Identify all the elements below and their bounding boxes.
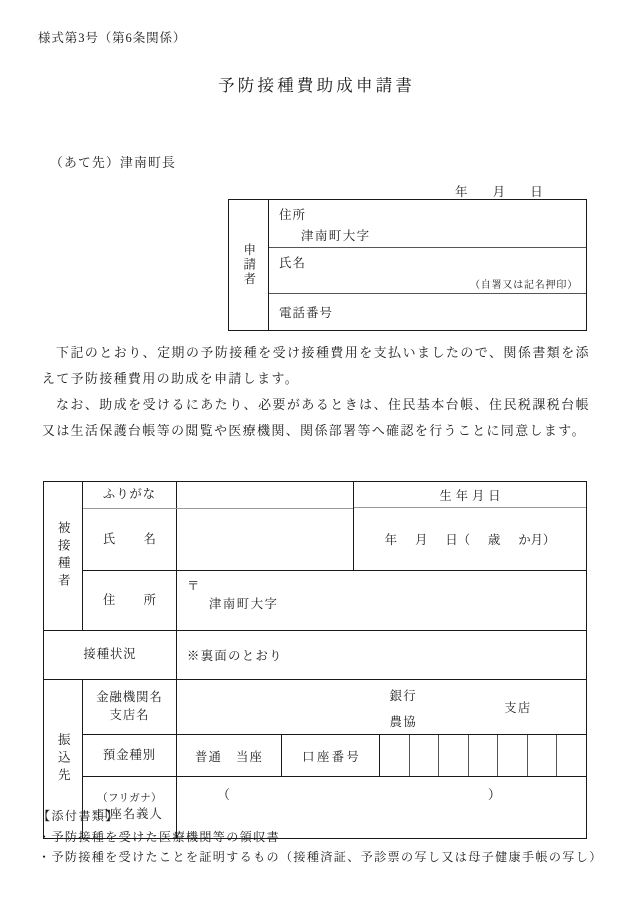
recipient-address-row: [83, 570, 586, 630]
account-digit-cell[interactable]: [410, 735, 440, 776]
dob-year-label: 年: [384, 532, 398, 547]
deposit-option-toza[interactable]: 当座: [236, 749, 263, 764]
recipient-rows: [83, 482, 586, 630]
recipient-name-label: 氏 名: [83, 509, 177, 570]
recipient-shimei-row: [83, 508, 353, 570]
dob-column: [353, 482, 586, 570]
status-row: [44, 631, 586, 679]
furigana-input[interactable]: [177, 482, 353, 508]
main-form-table: [43, 481, 587, 839]
applicant-address-row[interactable]: [269, 200, 586, 248]
account-holder-name-label: 口座名義人: [96, 807, 163, 822]
submission-date-line: [455, 182, 543, 200]
furigana-label: ふりがな: [83, 482, 177, 508]
date-month-label: 月: [492, 185, 506, 199]
account-digit-cell[interactable]: [439, 735, 469, 776]
attachments-section: [38, 806, 603, 868]
status-block: [44, 630, 586, 679]
dob-header: 生年月日: [354, 482, 586, 508]
recipient-name-row: [83, 482, 586, 570]
applicant-rows: [269, 200, 586, 330]
dob-month-label: 月: [415, 532, 428, 547]
deposit-row: [83, 734, 586, 776]
bank-name-row: [83, 680, 586, 734]
recipient-address-input[interactable]: [177, 571, 586, 630]
account-number-label: 口座番号: [282, 735, 380, 776]
applicant-tel-label: 電話番号: [279, 306, 334, 320]
furigana-row: [83, 482, 353, 508]
bank-name-label-line1: 金融機関名: [96, 690, 163, 705]
holder-paren-left: （: [217, 787, 231, 802]
bank-type-nokyo: 農協: [389, 715, 418, 729]
document-title: 予防接種費助成申請書: [218, 76, 416, 95]
deposit-type-options[interactable]: [177, 735, 282, 776]
applicant-address-prefill: 津南町大字: [301, 229, 371, 243]
applicant-vertical-label: 申請者: [229, 200, 269, 330]
recipient-address-prefill: 津南町大字: [209, 597, 279, 612]
account-digit-cell[interactable]: [469, 735, 499, 776]
postal-mark-icon: 〒: [187, 579, 201, 593]
status-label: 接種状況: [44, 631, 177, 679]
account-digit-cell[interactable]: [498, 735, 528, 776]
recipient-vertical-label: 被接種者: [44, 482, 83, 630]
applicant-name-label: 氏名: [279, 256, 307, 270]
recipient-name-left: [83, 482, 353, 570]
recipient-block: [44, 482, 586, 630]
dob-age-label: 歳: [488, 532, 501, 547]
body-paragraph-1: 下記のとおり、定期の予防接種を受け接種費用を支払いましたので、関係書類を添えて予防接種費用の助成を申請します。: [42, 346, 590, 386]
body-paragraph-2: なお、助成を受けるにあたり、必要があるときは、住民基本台帳、住民税課税台帳又は生活保護台帳等の閲覧や医療機関、関係部署等へ確認を行うことに同意します。: [42, 398, 590, 438]
applicant-tel-row[interactable]: [269, 294, 586, 330]
status-value: ※裏面のとおり: [187, 649, 283, 663]
recipient-name-input[interactable]: [177, 509, 353, 570]
attachment-item: ・予防接種を受けた医療機関等の領収書: [38, 829, 280, 844]
account-holder-furigana-label: （フリガナ）: [97, 792, 162, 804]
applicant-table: [228, 199, 587, 331]
recipient-address-label: 住 所: [83, 571, 177, 630]
addressee-line: （あて先）津南町長: [50, 156, 176, 170]
date-day-label: 日: [530, 185, 543, 199]
bank-name-label-line2: 支店名: [109, 708, 150, 722]
dob-day-label: 日（: [445, 532, 470, 547]
body-text: [42, 340, 590, 444]
account-digit-cell[interactable]: [528, 735, 558, 776]
form-number: 様式第3号（第6条関係）: [38, 31, 187, 45]
holder-paren-right: ）: [487, 787, 501, 802]
bank-name-label: [83, 680, 177, 734]
transfer-vertical-label: 振込先: [44, 680, 83, 838]
bank-name-input[interactable]: [177, 680, 586, 734]
applicant-name-row[interactable]: [269, 248, 586, 294]
account-digit-cell[interactable]: [557, 735, 586, 776]
account-number-cells[interactable]: [380, 735, 586, 776]
applicant-seal-note: （自署又は記名押印）: [470, 280, 578, 291]
dob-input-row[interactable]: [354, 508, 586, 569]
applicant-address-label: 住所: [279, 208, 307, 222]
attachment-item: ・予防接種を受けたことを証明するもの（接種済証、予診票の写し又は母子健康手帳の写し）: [38, 850, 603, 864]
deposit-option-futsu[interactable]: 普通: [195, 749, 222, 764]
deposit-type-label: 預金種別: [83, 735, 177, 776]
attachments-heading: 【添付書類】: [38, 809, 119, 823]
dob-months-label: か月）: [518, 532, 556, 547]
bank-type-bank: 銀行: [389, 689, 418, 703]
bank-branch-label: 支店: [504, 701, 532, 715]
date-year-label: 年: [455, 185, 468, 199]
account-digit-cell[interactable]: [380, 735, 410, 776]
